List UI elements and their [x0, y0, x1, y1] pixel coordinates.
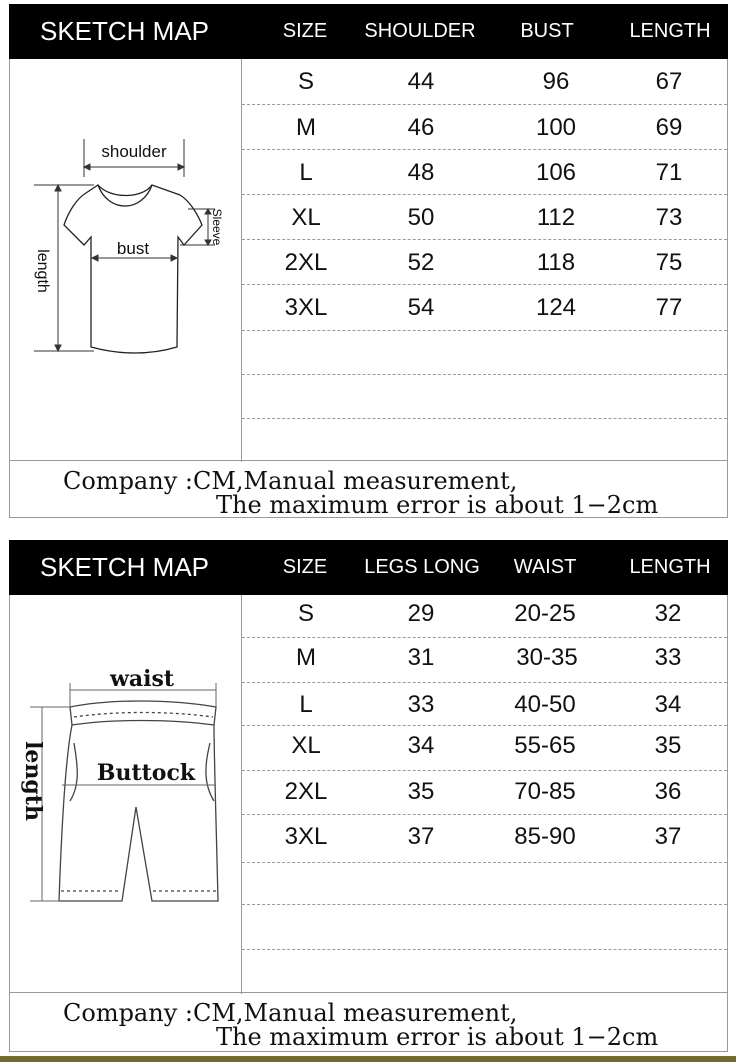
- shorts-col-legs-long: LEGS LONG: [364, 556, 480, 578]
- shorts-col-waist: WAIST: [513, 556, 577, 578]
- shorts-buttock-label: Buttock: [96, 760, 196, 786]
- shorts-table-body: [9, 595, 728, 1052]
- tshirt-size-cell: XL: [291, 204, 321, 231]
- shorts-length-cell: 33: [654, 644, 682, 671]
- empty-table-row: [242, 331, 727, 375]
- tshirt-col-size: SIZE: [282, 20, 328, 42]
- shorts-col-length: LENGTH: [629, 556, 711, 578]
- tshirt-shoulder-cell: 44: [407, 68, 435, 95]
- tshirt-shoulder-label: shoulder: [101, 142, 167, 161]
- tshirt-length-cell: 77: [655, 294, 683, 321]
- tshirt-measurement-note: [10, 460, 727, 517]
- tshirt-bust-cell: 96: [542, 68, 570, 95]
- shorts-note-line1: Company :CM,Manual measurement,: [63, 999, 518, 1027]
- shorts-sketch: [10, 595, 242, 994]
- tshirt-length-cell: 73: [655, 204, 683, 231]
- shorts-waist-cell: 20-25: [514, 600, 576, 627]
- empty-table-row: [242, 375, 727, 419]
- table-row: [242, 726, 727, 771]
- shorts-size-cell: 2XL: [284, 778, 328, 805]
- table-row: [242, 683, 727, 726]
- tshirt-note-line1: Company :CM,Manual measurement,: [63, 467, 518, 495]
- tshirt-bust-cell: 112: [536, 204, 576, 231]
- tshirt-shoulder-cell: 54: [407, 294, 435, 321]
- tshirt-length-cell: 75: [655, 249, 683, 276]
- tshirt-length-label: length: [34, 249, 51, 293]
- tshirt-size-cell: 2XL: [284, 249, 328, 276]
- shorts-length-cell: 35: [654, 732, 682, 759]
- tshirt-length-cell: 67: [655, 68, 683, 95]
- shorts-header-bar: [9, 540, 728, 595]
- tshirt-bust-cell: 118: [536, 249, 576, 276]
- shorts-waist-cell: 70-85: [514, 778, 576, 805]
- tshirt-length-cell: 69: [655, 114, 683, 141]
- table-row: [242, 150, 727, 195]
- shorts-size-cell: XL: [291, 732, 321, 759]
- tshirt-sketch: [10, 59, 242, 462]
- shorts-length-cell: 34: [654, 691, 682, 718]
- shorts-size-cell: M: [296, 644, 316, 671]
- shorts-note-line2: The maximum error is about 1−2cm: [216, 1023, 659, 1051]
- tshirt-col-shoulder: SHOULDER: [364, 20, 476, 42]
- tshirt-col-bust: BUST: [520, 20, 574, 42]
- shorts-waist-label: waist: [109, 666, 175, 692]
- tshirt-size-cell: M: [296, 114, 316, 141]
- shorts-measurement-note: [10, 992, 727, 1051]
- shorts-size-cell: S: [297, 600, 315, 627]
- empty-table-row: [242, 905, 727, 950]
- table-row: [242, 815, 727, 863]
- shorts-length-label: length: [20, 741, 46, 821]
- tshirt-bust-cell: 106: [535, 159, 577, 186]
- table-row: [242, 105, 727, 150]
- shorts-size-chart: [9, 540, 728, 1052]
- table-row: [242, 59, 727, 105]
- table-row: [242, 240, 727, 285]
- tshirt-size-chart: [9, 4, 728, 518]
- tshirt-bust-cell: 124: [535, 294, 577, 321]
- shorts-size-cell: L: [299, 691, 313, 718]
- bottom-edge-strip: [0, 1056, 736, 1062]
- tshirt-size-cell: L: [299, 159, 313, 186]
- shorts-length-cell: 32: [654, 600, 682, 627]
- shorts-legs-long-cell: 31: [407, 644, 435, 671]
- shorts-illustration: [10, 595, 241, 994]
- shorts-waist-cell: 55-65: [514, 732, 576, 759]
- shorts-waist-cell: 30-35: [516, 644, 578, 671]
- shorts-length-cell: 36: [654, 778, 682, 805]
- table-row: [242, 595, 727, 638]
- shorts-legs-long-cell: 33: [407, 691, 435, 718]
- shorts-legs-long-cell: 37: [407, 823, 435, 850]
- tshirt-size-cell: S: [297, 68, 315, 95]
- empty-table-row: [242, 863, 727, 905]
- shorts-length-cell: 37: [654, 823, 682, 850]
- table-row: [242, 638, 727, 683]
- table-row: [242, 771, 727, 815]
- shorts-sketch-map-title: SKETCH MAP: [40, 552, 210, 582]
- tshirt-illustration: [10, 59, 241, 462]
- tshirt-table-body: [9, 59, 728, 518]
- tshirt-header-bar: [9, 4, 728, 59]
- table-row: [242, 195, 727, 240]
- tshirt-bust-cell: 100: [535, 114, 577, 141]
- tshirt-size-cell: 3XL: [284, 294, 328, 321]
- shorts-legs-long-cell: 34: [407, 732, 435, 759]
- shorts-waist-cell: 85-90: [514, 823, 576, 850]
- tshirt-shoulder-cell: 50: [407, 204, 435, 231]
- table-row: [242, 285, 727, 331]
- tshirt-shoulder-cell: 46: [407, 114, 435, 141]
- shorts-size-cell: 3XL: [284, 823, 328, 850]
- shorts-legs-long-cell: 29: [407, 600, 435, 627]
- tshirt-length-cell: 71: [655, 159, 683, 186]
- tshirt-sleeve-label: Sleeve: [210, 208, 224, 246]
- tshirt-note-line2: The maximum error is about 1−2cm: [216, 491, 659, 519]
- shorts-legs-long-cell: 35: [407, 778, 435, 805]
- shorts-waist-cell: 40-50: [514, 691, 576, 718]
- tshirt-sketch-map-title: SKETCH MAP: [40, 16, 210, 46]
- tshirt-shoulder-cell: 52: [407, 249, 435, 276]
- tshirt-col-length: LENGTH: [629, 20, 711, 42]
- shorts-col-size: SIZE: [282, 556, 328, 578]
- tshirt-bust-label: bust: [116, 239, 150, 258]
- tshirt-shoulder-cell: 48: [407, 159, 435, 186]
